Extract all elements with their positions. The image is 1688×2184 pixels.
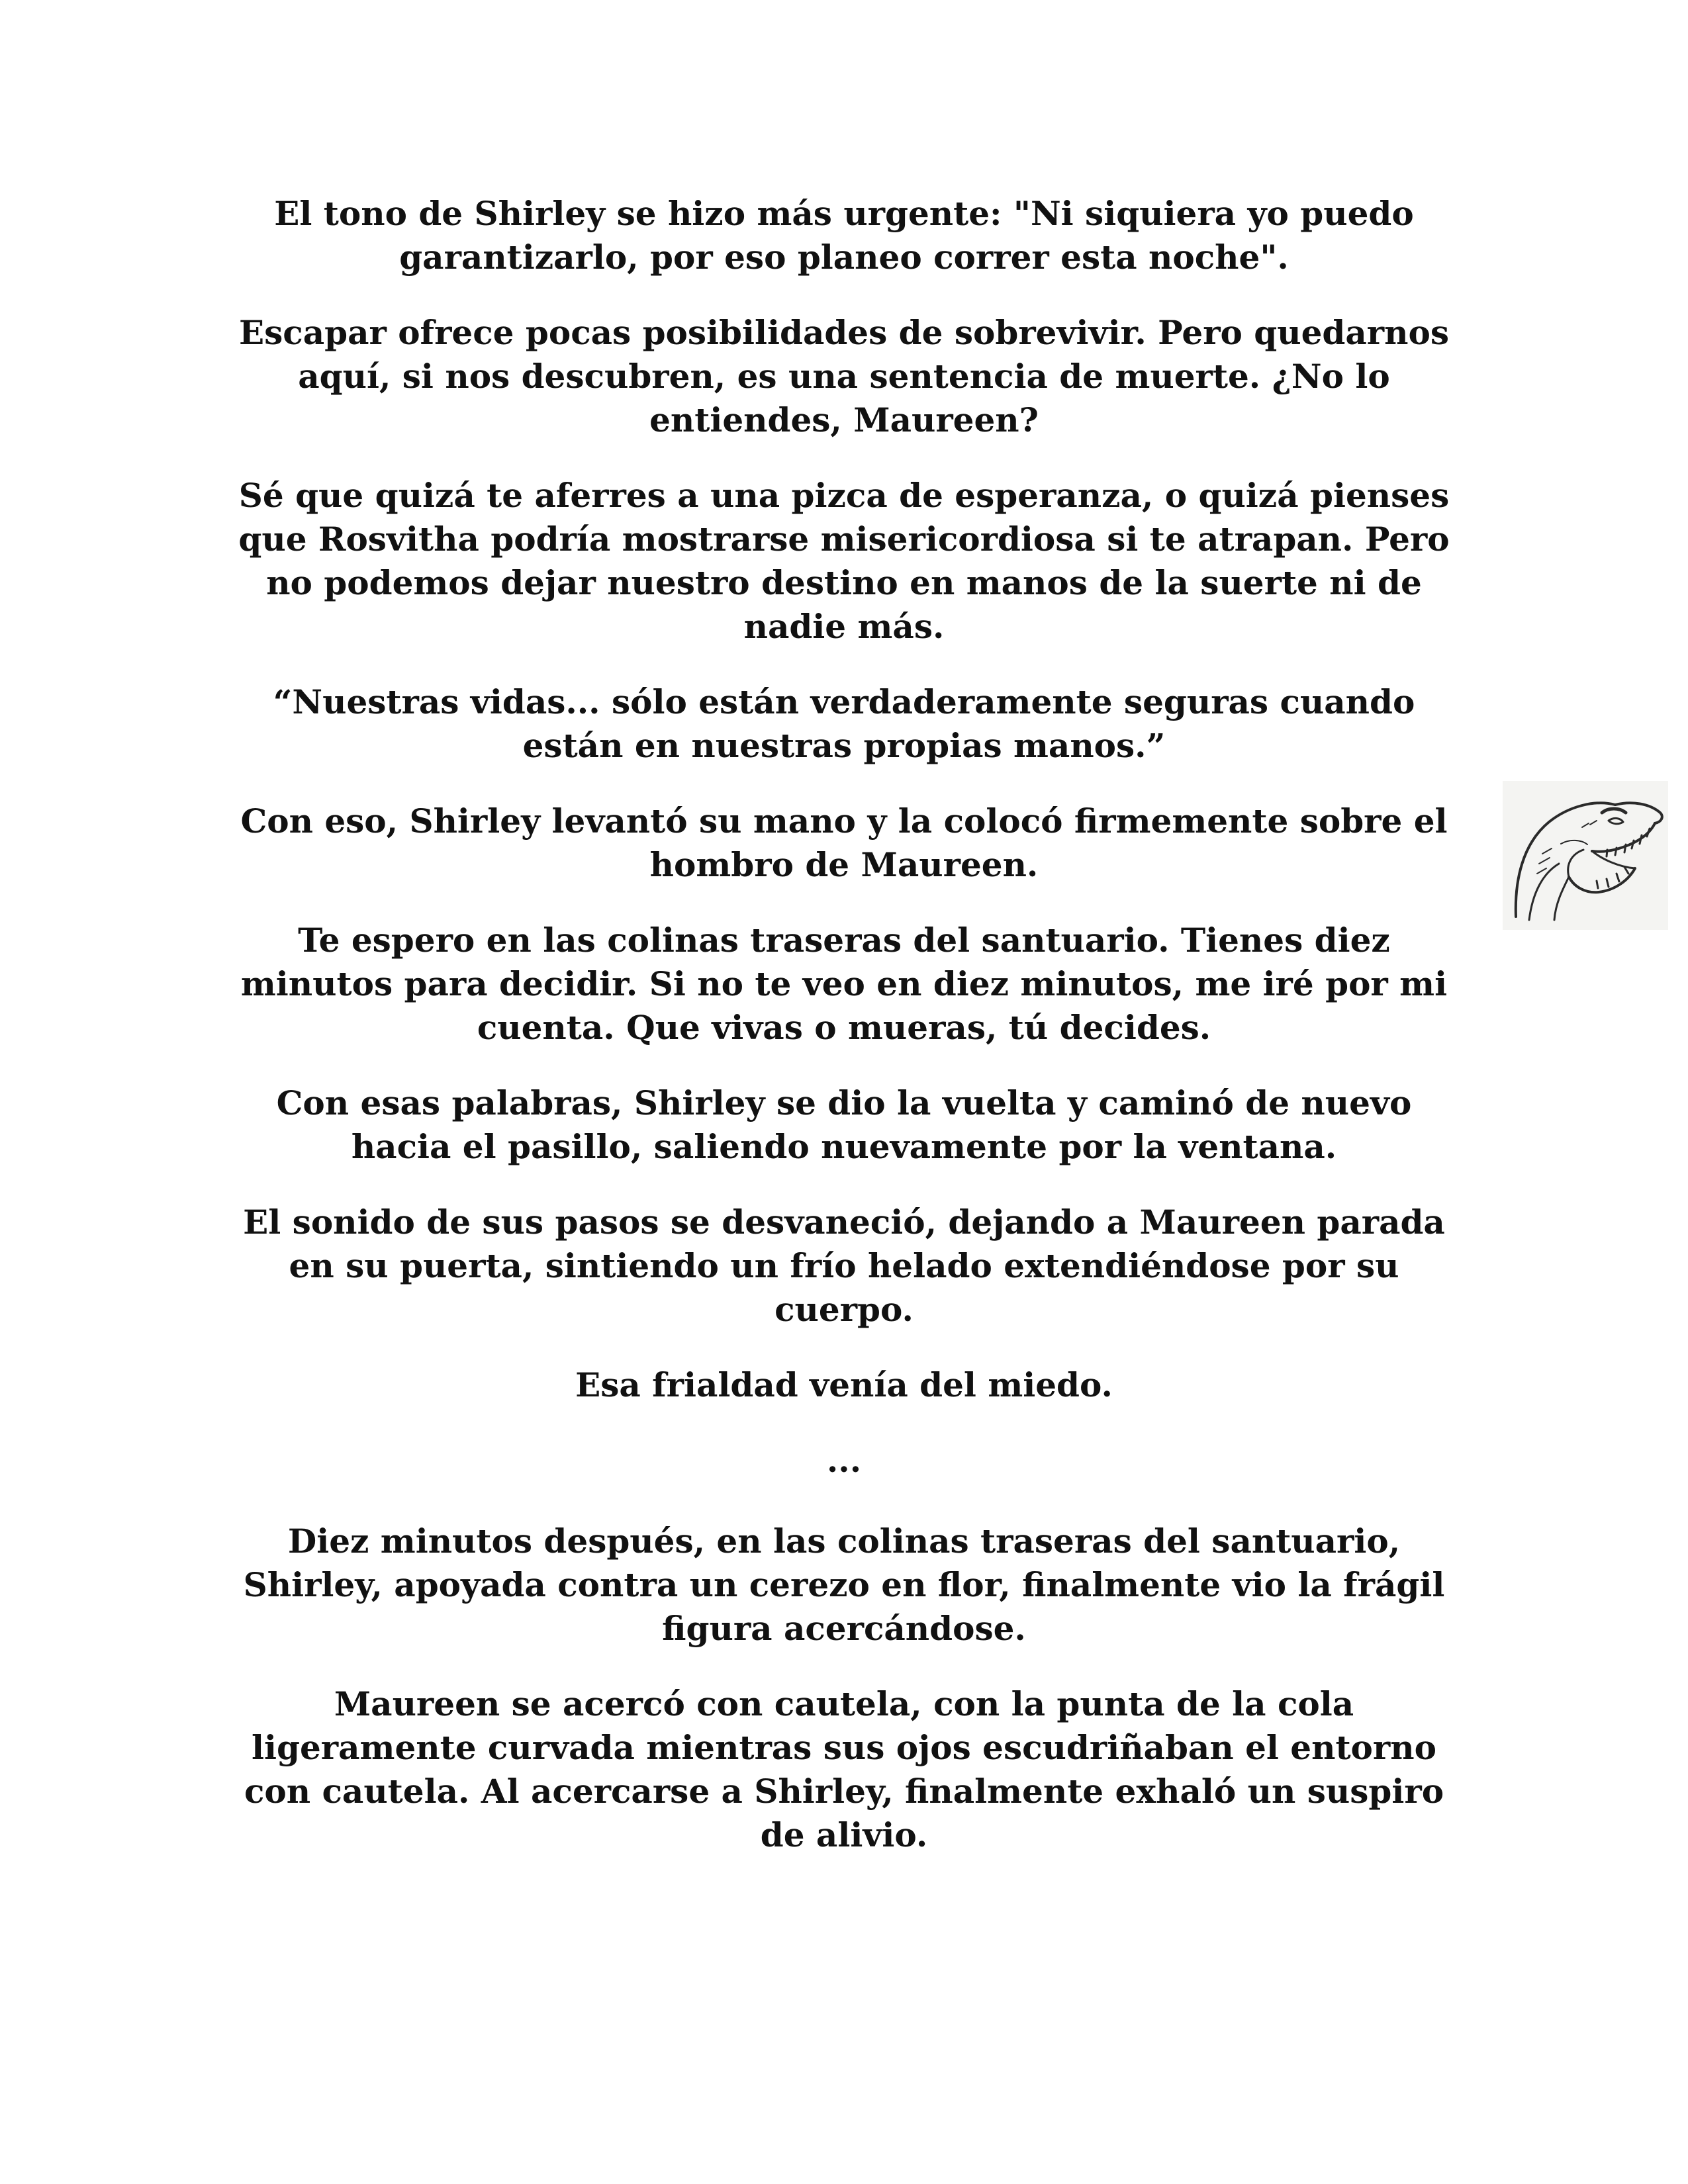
paragraph: Maureen se acercó con cautela, con la punta de la cola ligeramente curvada mientras sus ojos escudriñaban el entorno con cautela. Al acercarse a Shirley, finalmente exhaló un suspiro de alivio. bbox=[244, 1684, 1444, 1854]
paragraph: Escapar ofrece pocas posibilidades de sobrevivir. Pero quedarnos aquí, si nos descubren, es una sentencia de muerte. ¿No lo entiendes, Maureen? bbox=[239, 313, 1449, 439]
story-text bbox=[225, 192, 1463, 1889]
paragraph: Sé que quizá te aferres a una pizca de esperanza, o quizá pienses que Rosvitha podría mostrarse misericordiosa si te atrapan. Pero no podemos dejar nuestro destino en manos de la suerte ni de nadie más. bbox=[238, 476, 1450, 646]
dinosaur-head-sketch-icon bbox=[1503, 781, 1668, 930]
paragraph: “Nuestras vidas... sólo están verdaderamente seguras cuando están en nuestras propias manos.” bbox=[273, 682, 1415, 765]
paragraph: Te espero en las colinas traseras del santuario. Tienes diez minutos para decidir. Si no te veo en diez minutos, me iré por mi cuenta. Que vivas o mueras, tú decides. bbox=[240, 921, 1448, 1047]
paragraph: El tono de Shirley se hizo más urgente: "Ni siquiera yo puedo garantizarlo, por eso planeo correr esta noche". bbox=[274, 194, 1414, 277]
paragraph: Con eso, Shirley levantó su mano y la colocó firmemente sobre el hombro de Maureen. bbox=[240, 801, 1448, 884]
paragraph: Con esas palabras, Shirley se dio la vuelta y caminó de nuevo hacia el pasillo, saliendo nuevamente por la ventana. bbox=[276, 1083, 1412, 1166]
paragraph: Diez minutos después, en las colinas traseras del santuario, Shirley, apoyada contra un cerezo en flor, finalmente vio la frágil figura acercándose. bbox=[243, 1522, 1445, 1648]
paragraph: El sonido de sus pasos se desvaneció, dejando a Maureen parada en su puerta, sintiendo un frío helado extendiéndose por su cuerpo. bbox=[243, 1203, 1445, 1329]
scene-break: ... bbox=[826, 1441, 862, 1480]
paragraph: Esa frialdad venía del miedo. bbox=[575, 1365, 1113, 1404]
